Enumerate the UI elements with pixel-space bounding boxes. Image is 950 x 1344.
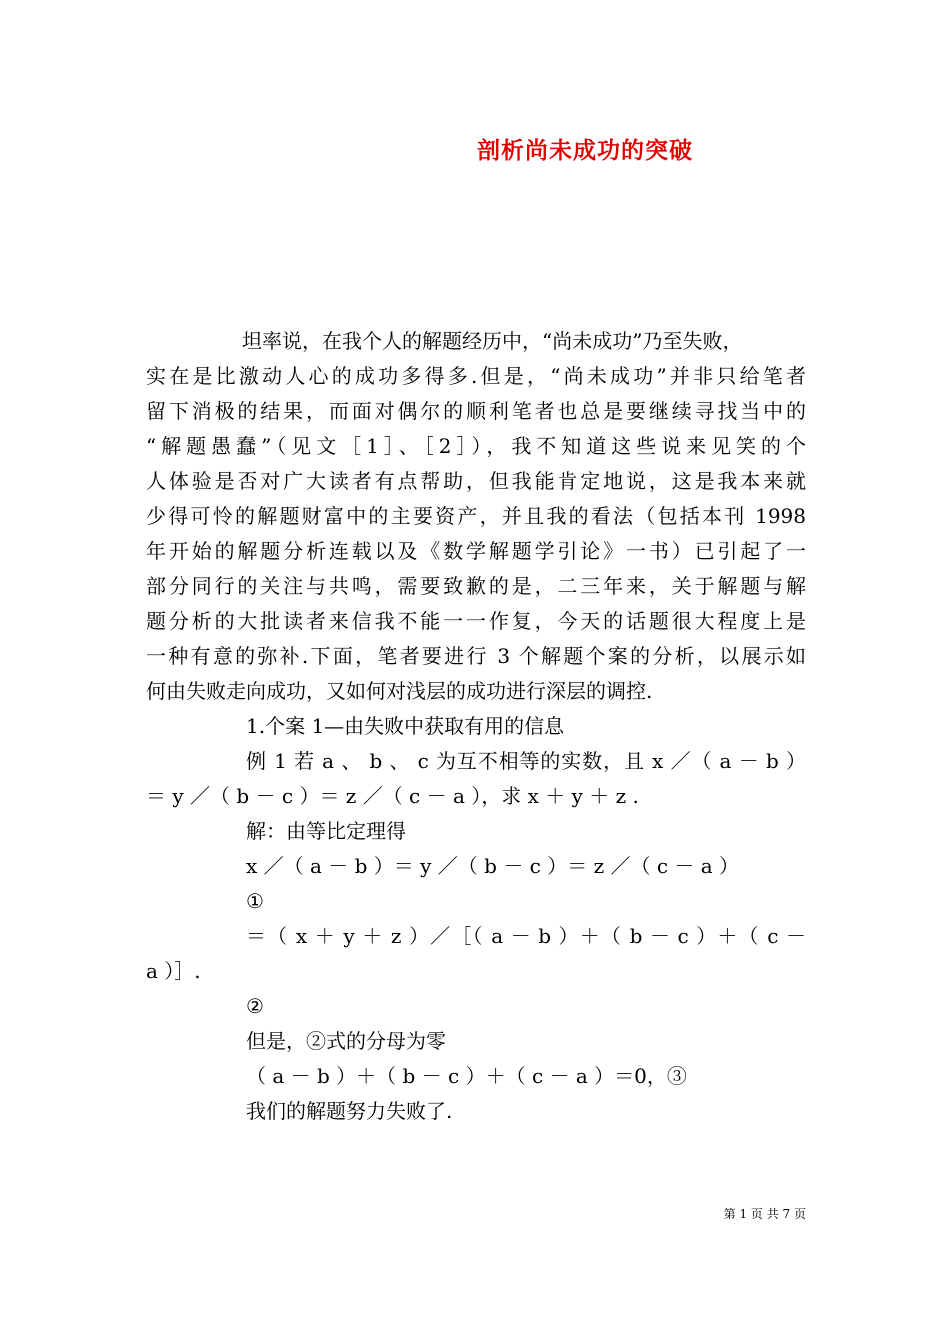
paragraph-line: “解题愚蠢”（见文［1］、［2］），我不知道这些说来见笑的个: [146, 434, 806, 458]
paragraph-line: 坦率说，在我个人的解题经历中，“尚未成功”乃至失败，: [242, 329, 743, 353]
paragraph-line: 一种有意的弥补.下面，笔者要进行 3 个解题个案的分析，以展示如: [146, 644, 806, 668]
paragraph-line: 人体验是否对广大读者有点帮助，但我能肯定地说，这是我本来就: [146, 469, 806, 493]
text-line: 但是，②式的分母为零: [246, 1029, 446, 1053]
paragraph-line: 少得可怜的解题财富中的主要资产，并且我的看法（包括本刊 1998: [146, 504, 806, 528]
equation-1: x ／（ a － b ）＝ y ／（ b － c ）＝ z ／（ c － a ）: [246, 854, 740, 878]
document-body: [146, 324, 806, 1129]
text-line: 我们的解题努力失败了.: [246, 1099, 453, 1123]
equation-mark-2: ②: [246, 994, 264, 1018]
page-number-footer: 第 1 页 共 7 页: [723, 1207, 806, 1221]
paragraph-line: 何由失败走向成功，又如何对浅层的成功进行深层的调控.: [146, 679, 653, 703]
document-title: 剖析尚未成功的突破: [477, 137, 693, 164]
equation-mark-1: ①: [246, 889, 264, 913]
equation-2-line: ＝（ x ＋ y ＋ z ）／［（ a － b ）＋（ b － c ）＋（ c －: [246, 924, 806, 948]
section-heading: 1.个案 1—由失败中获取有用的信息: [246, 714, 565, 738]
paragraph-line: 留下消极的结果，而面对偶尔的顺利笔者也总是要继续寻找当中的: [146, 399, 806, 423]
equation-2-line: a ）］.: [146, 959, 201, 983]
paragraph-line: 题分析的大批读者来信我不能一一作复，今天的话题很大程度上是: [146, 609, 806, 633]
paragraph-line: 部分同行的关注与共鸣，需要致歉的是，二三年来，关于解题与解: [146, 574, 806, 598]
example-line: 例 1 若 a 、 b 、 c 为互不相等的实数，且 x ／（ a － b ）: [246, 749, 806, 773]
solution-label: 解：由等比定理得: [246, 819, 406, 843]
example-line: ＝ y ／（ b － c ）＝ z ／（ c － a ），求 x ＋ y ＋ z .: [146, 784, 639, 808]
paragraph-line: 年开始的解题分析连载以及《数学解题学引论》一书）已引起了一: [146, 539, 806, 563]
equation-3: （ a － b ）＋（ b － c ）＋（ c － a ）＝0，③: [246, 1064, 687, 1088]
paragraph-line: 实在是比激动人心的成功多得多.但是，“尚未成功”并非只给笔者: [146, 364, 806, 388]
